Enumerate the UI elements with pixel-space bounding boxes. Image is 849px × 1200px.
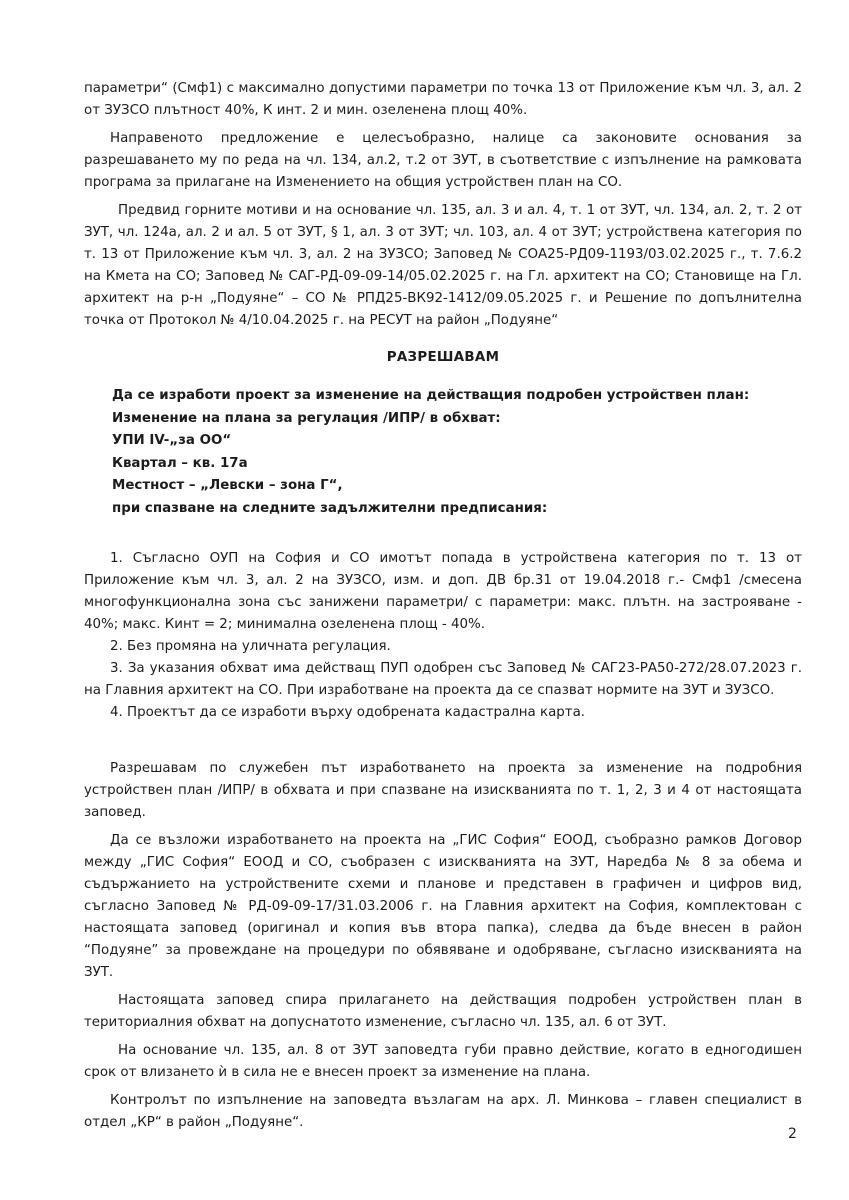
requirement-2: 2. Без промяна на уличната регулация. <box>110 639 391 654</box>
closing-paragraph-5: Контролът по изпълнение на заповедта възлагам на арх. Л. Минкова – главен специалист в отдел „КР“ в район „Подуяне“. <box>84 1093 802 1130</box>
intro-paragraph-1: параметри“ (Смф1) с максимално допустими параметри по точка 13 от Приложение към чл. 3, ал. 2 от ЗУЗСО плътност 40%, К инт. 2 и мин. озеленена площ 40%. <box>84 81 802 118</box>
intro-paragraph-3: Предвид горните мотиви и на основание чл. 135, ал. 3 и ал. 4, т. 1 от ЗУТ, чл. 134, ал. 2, т. 2 от ЗУТ, чл. 124а, ал. 2 и ал. 5 от ЗУТ, § 1, ал. 3 от ЗУТ; чл. 103, ал. 4 от ЗУТ; устройствена категория по т. 13 от Приложение към чл. 3, ал. 2 на ЗУЗСО; Заповед № СОА25-РД09-1193/03.02.2025 г., т. 7.6.2 на Кмета на СО; Заповед № САГ-РД-09-09-14/05.02.2025 г. на Гл. архитект на СО; Становище на Гл. архитект на р-н „Подуяне“ – СО № РПД25-ВК92-1412/09.05.2025 г. и Решение по допълнителна точка от Протокол № 4/10.04.2025 г. на РЕСУТ на район „Подуяне“ <box>84 203 802 328</box>
subject-line-3: УПИ IV-„за ОО“ <box>112 433 232 448</box>
subject-line-2: Изменение на плана за регулация /ИПР/ в обхват: <box>112 410 501 426</box>
closing-paragraph-4: На основание чл. 135, ал. 8 от ЗУТ заповедта губи правно действие, когато в едногодишен срок от влизането ѝ в сила не е внесен проект за изменение на плана. <box>84 1043 802 1080</box>
subject-line-1: Да се изработи проект за изменение на действащия подробен устройствен план: <box>112 388 750 403</box>
intro-paragraph-2: Направеното предложение е целесъобразно, налице са законовите основания за разрешаването му по реда на чл. 134, ал.2, т.2 от ЗУТ, в съответствие с изпълнение на рамковата програма за прилагане на Изменението на общия устройствен план на СО. <box>84 131 802 190</box>
subject-block <box>84 385 802 520</box>
closing-section <box>84 758 802 1134</box>
subject-line-6: при спазване на следните задължителни предписания: <box>112 500 548 516</box>
requirements-list <box>84 548 802 724</box>
closing-paragraph-3: Настоящата заповед спира прилагането на действащия подробен устройствен план в териториалния обхват на допуснатото изменение, съгласно чл. 135, ал. 6 от ЗУТ. <box>84 993 802 1030</box>
requirement-4: 4. Проектът да се изработи върху одобрената кадастрална карта. <box>110 705 586 720</box>
subject-line-4: Квартал – кв. 17а <box>112 455 248 471</box>
subject-line-5: Местност – „Левски – зона Г“, <box>112 478 343 493</box>
decision-heading: РАЗРЕШАВАМ <box>386 350 500 365</box>
closing-paragraph-1: Разрешавам по служебен път изработването на проекта за изменение на подробния устройствен план /ИПР/ в обхвата и при спазване на изискванията по т. 1, 2, 3 и 4 от настоящата заповед. <box>84 761 802 820</box>
closing-paragraph-2: Да се възложи изработването на проекта на „ГИС София“ ЕООД, съобразно рамков Договор между „ГИС София“ ЕООД и СО, съобразен с изискванията на ЗУТ, Наредба № 8 за обема и съдържанието на устройствените схеми и планове и представен в графичен и цифров вид, съгласно Заповед № РД-09-09-17/31.03.2006 г. на Главния архитект на София, комплектован с настоящата заповед (оригинал и копия във втора папка), следва да бъде внесен в район “Подуяне” за провеждане на процедури по обявяване и одобряване, съгласно изискванията на ЗУТ. <box>84 833 802 980</box>
page-number: 2 <box>788 1126 797 1142</box>
requirement-3: 3. За указания обхват има действащ ПУП одобрен със Заповед № САГ23-РА50-272/28.07.2023 г. на Главния архитект на СО. При изработване на проекта да се спазват нормите на ЗУТ и ЗУЗСО. <box>84 661 802 698</box>
document-page <box>84 78 802 1134</box>
requirement-1: 1. Съгласно ОУП на София и СО имотът попада в устройствена категория по т. 13 от Приложение към чл. 3, ал. 2 на ЗУЗСО, изм. и доп. ДВ бр.31 от 19.04.2018 г.- Смф1 /смесена многофункционална зона със занижени параметри/ с параметри: макс. плътн. на застрояване - 40%; макс. Кинт = 2; минимална озеленена площ - 40%. <box>84 551 802 632</box>
